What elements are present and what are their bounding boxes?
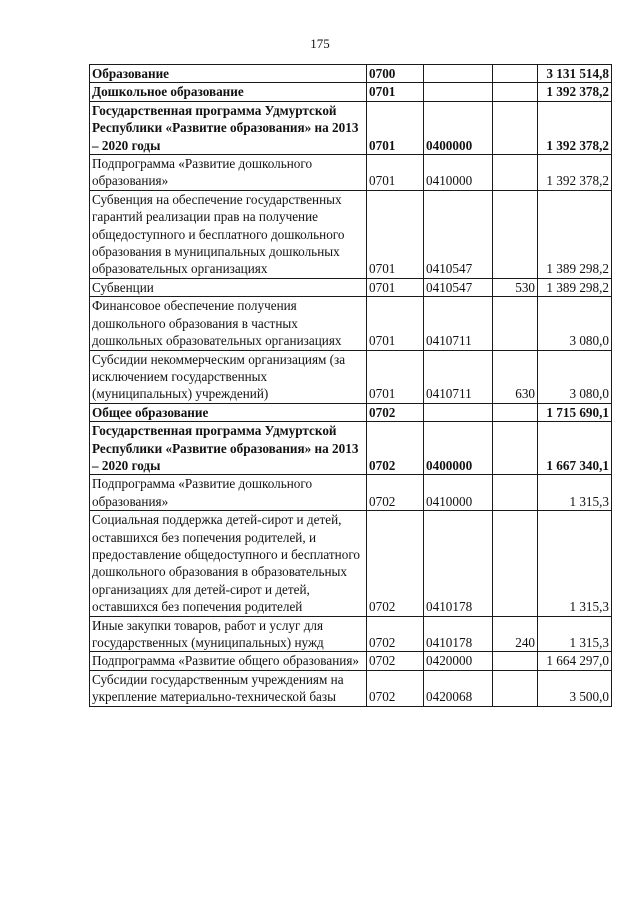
table-row [90, 652, 612, 670]
target-article-cell: 0420068 [424, 670, 493, 706]
target-article-cell [424, 65, 493, 83]
target-article-cell: 0410547 [424, 278, 493, 296]
expense-type-cell [493, 670, 538, 706]
row-name-cell: Подпрограмма «Развитие дошкольного образования» [90, 155, 367, 191]
table-row [90, 278, 612, 296]
row-name-cell: Подпрограмма «Развитие общего образования» [90, 652, 367, 670]
expense-type-cell: 630 [493, 350, 538, 403]
section-code-cell: 0701 [367, 190, 424, 278]
section-code-cell: 0702 [367, 652, 424, 670]
page-number: 175 [310, 36, 330, 51]
target-article-cell: 0410000 [424, 155, 493, 191]
section-code-cell: 0701 [367, 278, 424, 296]
expense-type-cell [493, 65, 538, 83]
expense-type-cell [493, 83, 538, 101]
row-name-cell: Государственная программа Удмуртской Республики «Развитие образования» на 2013 – 2020 годы [90, 422, 367, 475]
target-article-cell [424, 403, 493, 421]
amount-cell: 1 315,3 [538, 511, 612, 616]
expense-type-cell [493, 155, 538, 191]
row-name-cell: Финансовое обеспечение получения дошкольного образования в частных дошкольных образовательных организациях [90, 297, 367, 350]
row-name-cell: Дошкольное образование [90, 83, 367, 101]
amount-cell: 3 131 514,8 [538, 65, 612, 83]
target-article-cell: 0410711 [424, 297, 493, 350]
row-name-cell: Подпрограмма «Развитие дошкольного образования» [90, 475, 367, 511]
row-name-cell: Образование [90, 65, 367, 83]
amount-cell: 1 389 298,2 [538, 190, 612, 278]
table-row [90, 155, 612, 191]
target-article-cell: 0410178 [424, 511, 493, 616]
expense-type-cell [493, 511, 538, 616]
section-code-cell: 0701 [367, 350, 424, 403]
table-row [90, 350, 612, 403]
expense-type-cell: 240 [493, 616, 538, 652]
expense-type-cell [493, 190, 538, 278]
amount-cell: 1 392 378,2 [538, 101, 612, 154]
amount-cell: 1 715 690,1 [538, 403, 612, 421]
section-code-cell: 0702 [367, 511, 424, 616]
amount-cell: 1 392 378,2 [538, 83, 612, 101]
row-name-cell: Субсидии некоммерческим организациям (за исключением государственных (муниципальных) учреждений) [90, 350, 367, 403]
target-article-cell: 0420000 [424, 652, 493, 670]
amount-cell: 1 667 340,1 [538, 422, 612, 475]
section-code-cell: 0701 [367, 101, 424, 154]
row-name-cell: Субвенции [90, 278, 367, 296]
row-name-cell: Субсидии государственным учреждениям на укрепление материально-технической базы [90, 670, 367, 706]
amount-cell: 3 080,0 [538, 350, 612, 403]
target-article-cell: 0400000 [424, 101, 493, 154]
expense-type-cell [493, 652, 538, 670]
amount-cell: 1 664 297,0 [538, 652, 612, 670]
row-name-cell: Субвенция на обеспечение государственных гарантий реализации прав на получение общедоступного и бесплатного дошкольного образования в муниципальных дошкольных образовательных организациях [90, 190, 367, 278]
row-name-cell: Государственная программа Удмуртской Республики «Развитие образования» на 2013 – 2020 годы [90, 101, 367, 154]
table-row [90, 511, 612, 616]
budget-table [89, 64, 612, 707]
table-row [90, 422, 612, 475]
target-article-cell: 0410711 [424, 350, 493, 403]
amount-cell: 1 389 298,2 [538, 278, 612, 296]
section-code-cell: 0702 [367, 475, 424, 511]
expense-type-cell [493, 297, 538, 350]
row-name-cell: Иные закупки товаров, работ и услуг для государственных (муниципальных) нужд [90, 616, 367, 652]
section-code-cell: 0701 [367, 155, 424, 191]
target-article-cell [424, 83, 493, 101]
expense-type-cell [493, 101, 538, 154]
table-row [90, 65, 612, 83]
expense-type-cell [493, 422, 538, 475]
row-name-cell: Общее образование [90, 403, 367, 421]
section-code-cell: 0702 [367, 422, 424, 475]
target-article-cell: 0410000 [424, 475, 493, 511]
target-article-cell: 0410547 [424, 190, 493, 278]
section-code-cell: 0702 [367, 403, 424, 421]
table-row [90, 616, 612, 652]
table-row [90, 297, 612, 350]
section-code-cell: 0701 [367, 83, 424, 101]
expense-type-cell [493, 403, 538, 421]
table-row [90, 83, 612, 101]
section-code-cell: 0700 [367, 65, 424, 83]
amount-cell: 1 315,3 [538, 616, 612, 652]
row-name-cell: Социальная поддержка детей-сирот и детей, оставшихся без попечения родителей, и предоставление общедоступного и бесплатного дошкольного образования в образовательных организациях для детей-сирот и детей, оставшихся без попечения родителей [90, 511, 367, 616]
table-row [90, 190, 612, 278]
amount-cell: 1 315,3 [538, 475, 612, 511]
table-row [90, 670, 612, 706]
section-code-cell: 0702 [367, 616, 424, 652]
amount-cell: 1 392 378,2 [538, 155, 612, 191]
amount-cell: 3 080,0 [538, 297, 612, 350]
table-row [90, 101, 612, 154]
section-code-cell: 0701 [367, 297, 424, 350]
budget-table-body [90, 65, 612, 707]
table-row [90, 403, 612, 421]
target-article-cell: 0410178 [424, 616, 493, 652]
amount-cell: 3 500,0 [538, 670, 612, 706]
target-article-cell: 0400000 [424, 422, 493, 475]
section-code-cell: 0702 [367, 670, 424, 706]
expense-type-cell: 530 [493, 278, 538, 296]
expense-type-cell [493, 475, 538, 511]
table-row [90, 475, 612, 511]
